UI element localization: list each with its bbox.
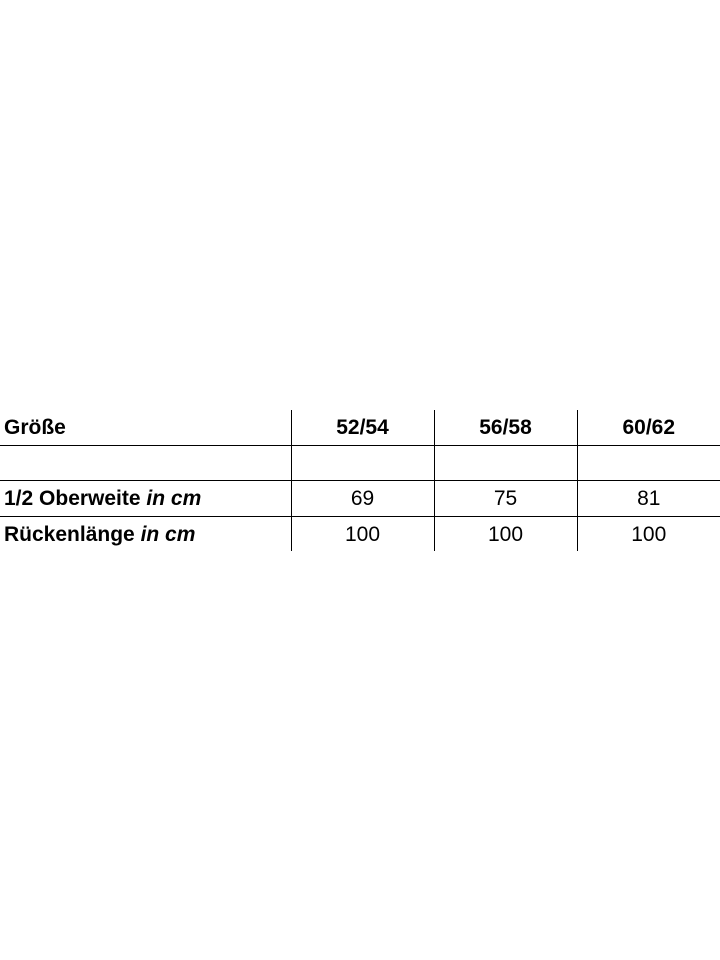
table-cell: 69 — [291, 481, 434, 517]
table-cell: 100 — [291, 517, 434, 552]
table-row — [0, 517, 720, 552]
row-label-half-bust — [0, 481, 291, 517]
blank-cell — [291, 446, 434, 481]
blank-cell — [577, 446, 720, 481]
table-cell: 100 — [434, 517, 577, 552]
size-chart-table — [0, 410, 720, 551]
size-header-52-54: 52/54 — [291, 410, 434, 446]
size-header-label: Größe — [0, 410, 291, 446]
table-cell: 81 — [577, 481, 720, 517]
row-label-text: Rückenlänge — [4, 522, 135, 546]
row-label-back-length — [0, 517, 291, 552]
row-label-unit: in cm — [140, 522, 196, 546]
row-label-unit: in cm — [146, 487, 202, 510]
table-cell: 100 — [577, 517, 720, 552]
row-label-text: 1/2 Oberweite — [4, 487, 141, 510]
size-header-56-58: 56/58 — [434, 410, 577, 446]
table-cell: 75 — [434, 481, 577, 517]
blank-cell — [434, 446, 577, 481]
table-row — [0, 481, 720, 517]
blank-cell — [0, 446, 291, 481]
size-header-60-62: 60/62 — [577, 410, 720, 446]
table-blank-row — [0, 446, 720, 481]
table-header-row — [0, 410, 720, 446]
